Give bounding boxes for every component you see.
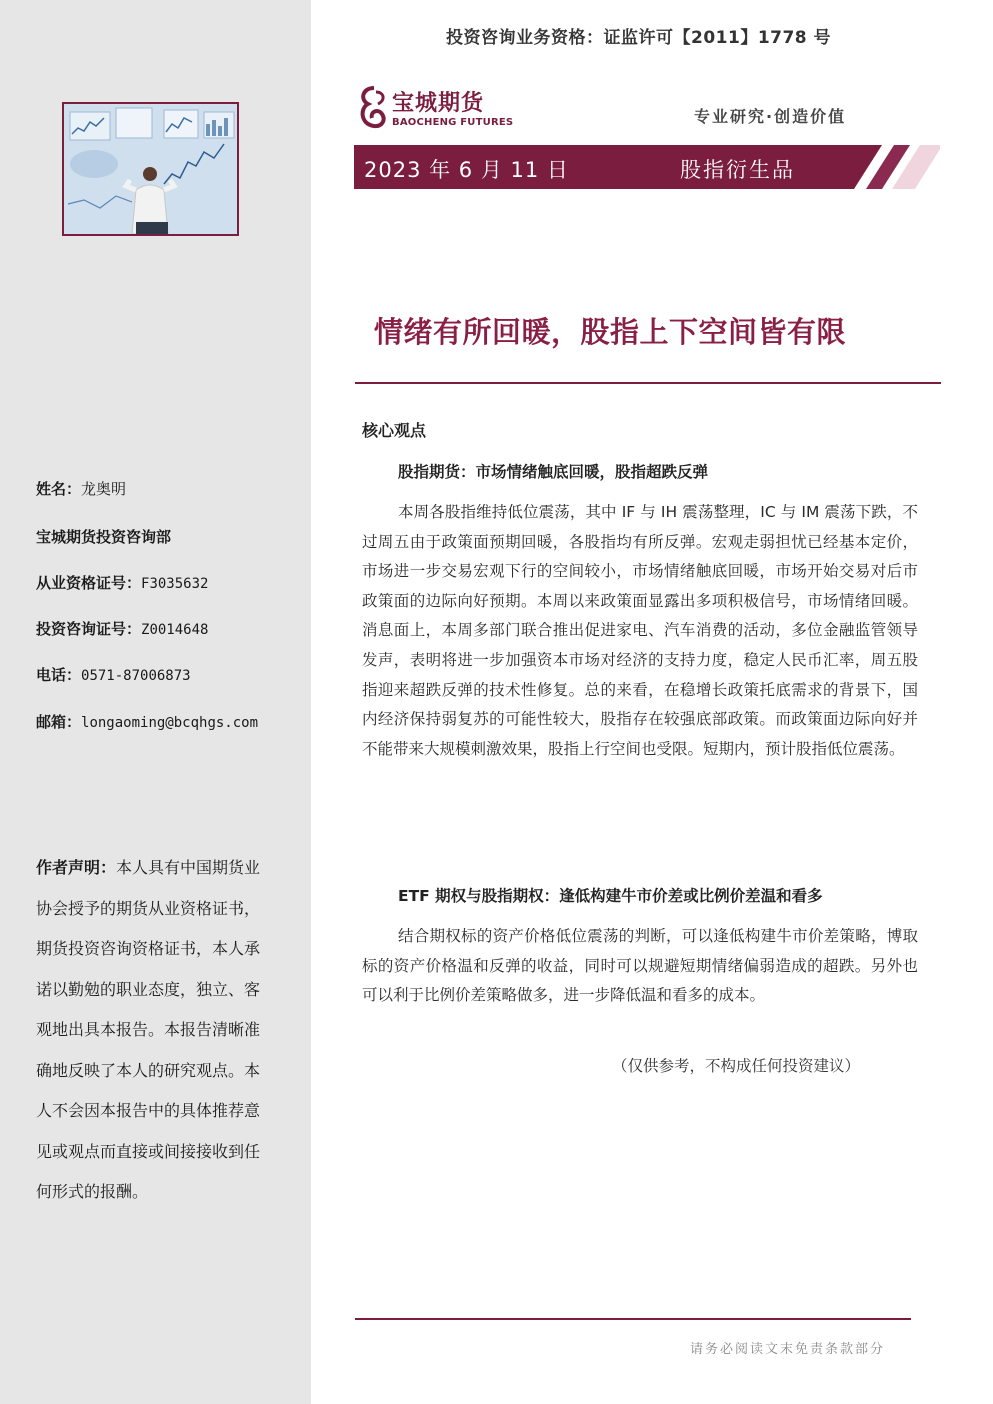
report-category: 股指衍生品 [680, 158, 795, 182]
phone [36, 664, 191, 685]
statement-label: 作者声明： [36, 858, 117, 877]
slogan: 专业研究·创造价值 [694, 107, 847, 126]
report-title: 情绪有所回暖，股指上下空间皆有限 [374, 315, 847, 349]
section1-heading: 股指期货：市场情绪触底回暖，股指超跌反弹 [398, 463, 709, 481]
disclaimer: （仅供参考，不构成任何投资建议） [612, 1057, 861, 1075]
statement-text: 本人具有中国期货业协会授予的期货从业资格证书，期货投资咨询资格证书，本人承诺以勤勉的职业态度，独立、客观地出具本报告。本报告清晰准确地反映了本人的研究观点。本人不会因本报告中的具体推荐意见或观点而直接或间接接收到任何形式的报酬。 [36, 858, 261, 1201]
cert1-value: F3035632 [141, 576, 209, 592]
phone-label: 电话： [36, 666, 82, 684]
email-label: 邮箱： [36, 713, 82, 731]
footer-note: 请务必阅读文末免责条款部分 [690, 1342, 886, 1357]
logo-chinese: 宝城期货 [392, 91, 485, 116]
author-name [36, 478, 126, 499]
name-label: 姓名： [36, 480, 82, 498]
cert2-label: 投资咨询证号： [36, 620, 142, 638]
cert2-value: Z0014648 [141, 622, 209, 638]
email-value[interactable]: longaoming@bcqhgs.com [81, 715, 259, 731]
footer-divider [355, 1318, 911, 1320]
title-divider [355, 382, 941, 384]
section1-paragraph: 本周各股指维持低位震荡，其中 IF 与 IH 震荡整理，IC 与 IM 震荡下跌，不过周五由于政策面预期回暖，各股指均有所反弹。宏观走弱担忧已经基本定价，市场进一步交易宏观下行的空间较小，市场情绪触底回暖，市场开始交易对后市政策面的边际向好预期。本周以来政策面显露出多项积极信号，市场情绪回暖。消息面上，本周多部门联合推出促进家电、汽车消费的活动，多位金融监管领导发声，表明将进一步加强资本市场对经济的支持力度，稳定人民币汇率，周五股指迎来超跌反弹的技术性修复。总的来看，在稳增长政策托底需求的背景下，国内经济保持弱复苏的可能性较大，股指存在较强底部政策。而政策面边际向好并不能带来大规模刺激效果，股指上行空间也受限。短期内，预计股指低位震荡。 [362, 503, 918, 758]
license-text: 投资咨询业务资格：证监许可【2011】1778 号 [446, 28, 832, 48]
name-value: 龙奥明 [81, 480, 127, 498]
core-view-heading: 核心观点 [362, 421, 427, 440]
cert1-label: 从业资格证号： [36, 574, 142, 592]
cert-qualification [36, 572, 208, 593]
section2-heading: ETF 期权与股指期权：逢低构建牛市价差或比例价差温和看多 [398, 887, 823, 905]
phone-value: 0571-87006873 [81, 668, 191, 684]
author-statement [36, 848, 272, 1213]
email [36, 711, 258, 732]
section2-paragraph: 结合期权标的资产价格低位震荡的判断，可以逢低构建牛市价差策略，博取标的资产价格温和反弹的收益，同时可以规避短期情绪偏弱造成的超跌。另外也可以利于比例价差策略做多，进一步降低温和看多的成本。 [362, 927, 918, 1005]
cert-consulting [36, 618, 208, 639]
department: 宝城期货投资咨询部 [36, 528, 172, 546]
report-date: 2023 年 6 月 11 日 [364, 158, 569, 182]
cover-photo [62, 102, 239, 236]
logo-english: BAOCHENG FUTURES [392, 117, 514, 128]
